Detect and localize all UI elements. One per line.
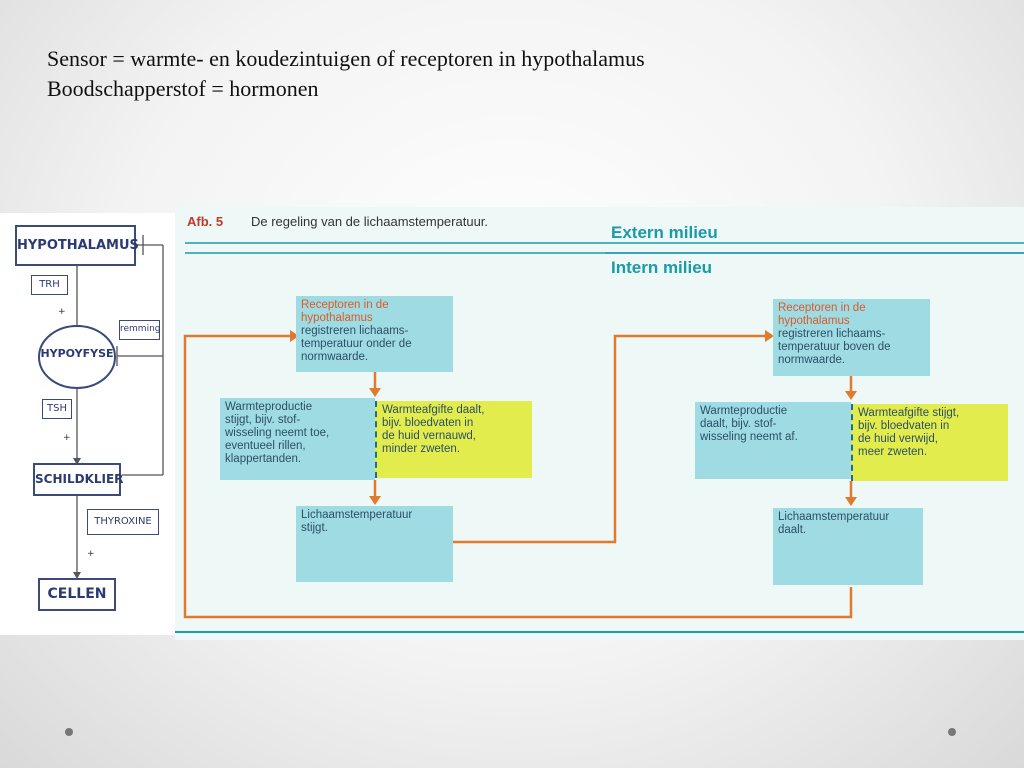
extern-milieu-label: Extern milieu <box>611 223 718 242</box>
sensor-line: Sensor = warmte- en koudezintuigen of receptoren in hypothalamus <box>47 46 645 71</box>
receptor-text-line: temperatuur onder de <box>301 338 412 350</box>
production-line: klappertanden. <box>225 453 302 465</box>
receptor-text-line: registreren lichaams- <box>301 325 409 337</box>
hormone-diagram <box>0 213 175 635</box>
heat-release-box-left <box>375 401 532 478</box>
figure-title: De regeling van de lichaamstemperatuur. <box>251 214 489 229</box>
receptor-title-line: hypothalamus <box>301 312 373 324</box>
schildklier-label: SCHILDKLIER <box>35 472 124 486</box>
trh-label: TRH <box>39 279 60 290</box>
nav-dot-right <box>948 728 956 736</box>
production-line: daalt, bijv. stof- <box>700 418 777 430</box>
schildklier-box <box>33 463 124 496</box>
remming-box <box>119 320 160 340</box>
trh-box <box>31 275 68 295</box>
temperature-regulation-figure <box>175 207 1024 640</box>
cellen-box <box>38 578 116 611</box>
release-line: minder zweten. <box>382 443 460 455</box>
result-line: Lichaamstemperatuur <box>778 511 890 523</box>
heat-production-box-left <box>220 398 375 480</box>
receptor-title-line: Receptoren in de <box>778 302 866 314</box>
receptor-title-line: Receptoren in de <box>301 299 389 311</box>
hypothalamus-box <box>15 225 139 266</box>
intern-milieu-label: Intern milieu <box>611 258 713 277</box>
nav-dot-left <box>65 728 73 736</box>
plus-sign: + <box>63 433 71 443</box>
release-line: bijv. bloedvaten in <box>382 417 474 429</box>
release-line: Warmteafgifte stijgt, <box>858 407 960 419</box>
figure-number: Afb. 5 <box>187 214 224 229</box>
plus-sign: + <box>58 307 66 317</box>
slide-text <box>47 44 645 104</box>
thyroxine-box <box>87 509 159 535</box>
release-line: de huid vernauwd, <box>382 430 476 442</box>
receptor-text-line: normwaarde. <box>301 351 369 363</box>
hypothalamus-label: HYPOTHALAMUS <box>17 238 139 253</box>
production-line: eventueel rillen, <box>225 440 306 452</box>
release-line: de huid verwijd, <box>858 433 938 445</box>
thyroxine-label: THYROXINE <box>94 516 152 527</box>
result-box-left <box>296 506 453 582</box>
release-line: bijv. bloedvaten in <box>858 420 950 432</box>
result-box-right <box>773 508 923 585</box>
receptor-text-line: normwaarde. <box>778 354 846 366</box>
production-line: stijgt, bijv. stof- <box>225 414 301 426</box>
cellen-label: CELLEN <box>47 586 107 602</box>
hypofyse-label: HYPOYFYSE <box>40 347 114 360</box>
heat-production-box-right <box>695 402 851 479</box>
receptor-box-right <box>773 299 930 376</box>
hormone-connectors <box>0 213 175 635</box>
release-line: Warmteafgifte daalt, <box>382 404 485 416</box>
production-line: Warmteproductie <box>700 405 788 417</box>
release-line: meer zweten. <box>858 446 928 458</box>
plus-sign: + <box>87 549 95 559</box>
production-line: Warmteproductie <box>225 401 313 413</box>
receptor-title-line: hypothalamus <box>778 315 850 327</box>
tsh-label: TSH <box>47 403 67 414</box>
heat-release-box-right <box>851 404 1008 481</box>
result-line: daalt. <box>778 524 807 536</box>
remming-label: remming <box>120 324 161 334</box>
production-line: wisseling neemt toe, <box>225 427 330 439</box>
receptor-text-line: registreren lichaams- <box>778 328 886 340</box>
production-line: wisseling neemt af. <box>700 431 798 443</box>
receptor-text-line: temperatuur boven de <box>778 341 891 353</box>
receptor-box-left <box>296 296 453 372</box>
tsh-box <box>42 399 72 419</box>
messenger-line: Boodschapperstof = hormonen <box>47 76 319 101</box>
result-line: Lichaamstemperatuur <box>301 509 413 521</box>
result-line: stijgt. <box>301 522 328 534</box>
